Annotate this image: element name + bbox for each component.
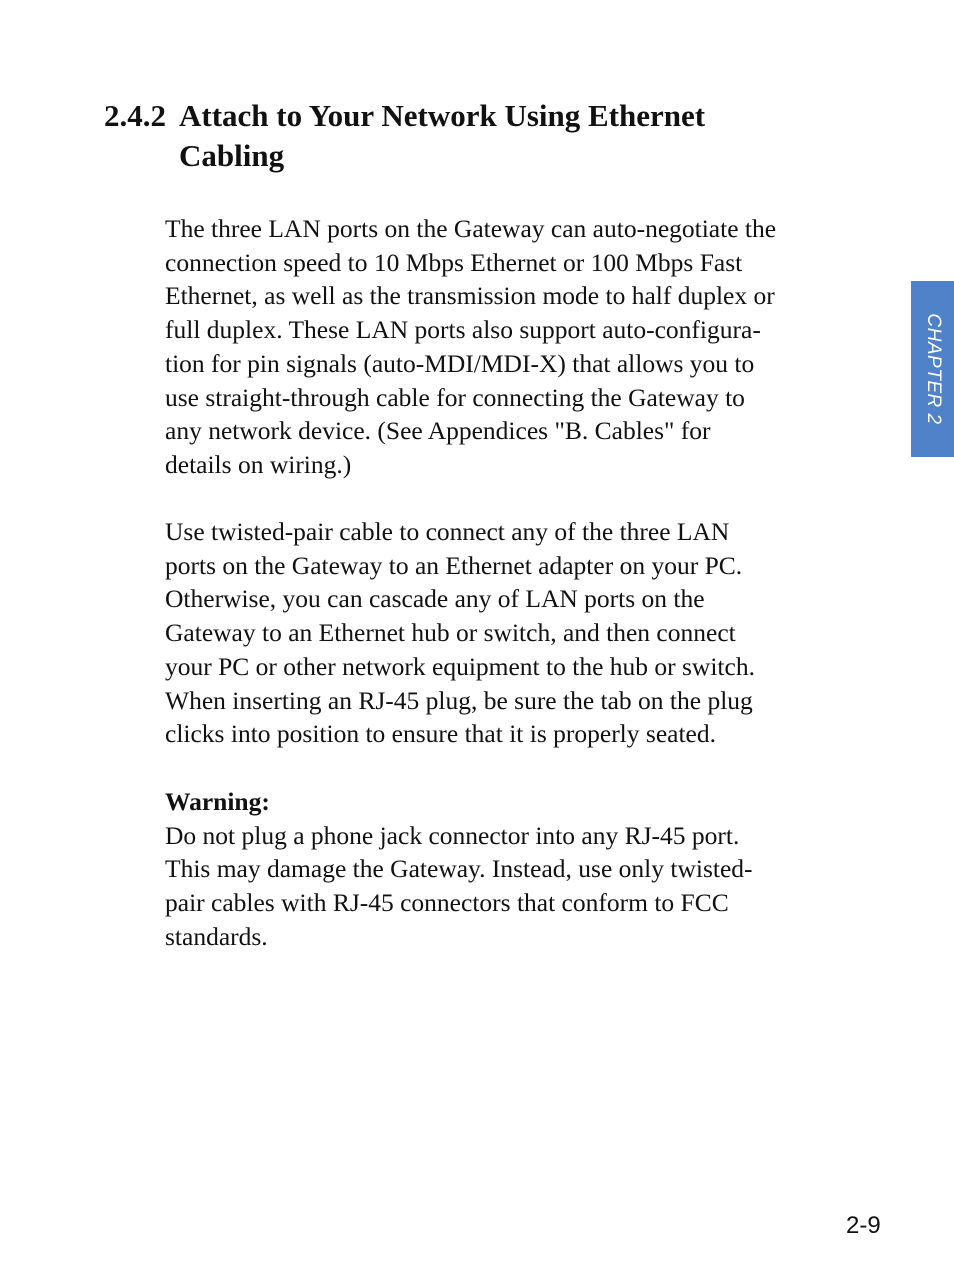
paragraph-twisted-pair bbox=[165, 515, 855, 751]
paragraph-line: use straight-through cable for connecting the Gateway to bbox=[165, 382, 745, 412]
chapter-tab bbox=[911, 281, 954, 457]
paragraph-line: The three LAN ports on the Gateway can auto-negotiate the bbox=[165, 214, 777, 243]
paragraph-line: full duplex. These LAN ports also support auto-configura- bbox=[165, 315, 761, 345]
paragraph-lan-ports bbox=[165, 212, 855, 482]
paragraph-line: tion for pin signals (auto-MDI/MDI-X) that allows you to bbox=[165, 348, 755, 378]
warning-block bbox=[165, 785, 855, 954]
warning-title: Warning: bbox=[165, 787, 270, 816]
paragraph-line: When inserting an RJ-45 plug, be sure the tab on the plug bbox=[165, 685, 753, 715]
paragraph-line: any network device. (See Appendices "B. Cables" for bbox=[165, 416, 711, 446]
paragraph-line: Otherwise, you can cascade any of LAN ports on the bbox=[165, 584, 705, 614]
paragraph-line: Gateway to an Ethernet hub or switch, and then connect bbox=[165, 618, 736, 648]
section-title-line1: Attach to Your Network Using Ethernet bbox=[179, 98, 706, 133]
warning-line: standards. bbox=[165, 921, 268, 951]
section-title-line2: Cabling bbox=[179, 138, 285, 173]
paragraph-line: details on wiring.) bbox=[165, 449, 352, 479]
warning-line: Do not plug a phone jack connector into any RJ-45 port. bbox=[165, 820, 740, 850]
section-heading bbox=[104, 96, 824, 176]
paragraph-line: connection speed to 10 Mbps Ethernet or 100 Mbps Fast bbox=[165, 247, 743, 277]
warning-line: pair cables with RJ-45 connectors that conform to FCC bbox=[165, 888, 729, 918]
section-number: 2.4.2 bbox=[104, 98, 166, 133]
page-number: 2-9 bbox=[846, 1212, 881, 1239]
paragraph-line: Ethernet, as well as the transmission mode to half duplex or bbox=[165, 281, 775, 311]
paragraph-line: clicks into position to ensure that it is properly seated. bbox=[165, 719, 716, 749]
warning-line: This may damage the Gateway. Instead, use only twisted- bbox=[165, 854, 753, 884]
chapter-tab-label: CHAPTER 2 bbox=[922, 313, 944, 425]
paragraph-line: ports on the Gateway to an Ethernet adapter on your PC. bbox=[165, 550, 743, 580]
paragraph-line: your PC or other network equipment to the hub or switch. bbox=[165, 651, 755, 681]
paragraph-line: Use twisted-pair cable to connect any of the three LAN bbox=[165, 517, 730, 546]
